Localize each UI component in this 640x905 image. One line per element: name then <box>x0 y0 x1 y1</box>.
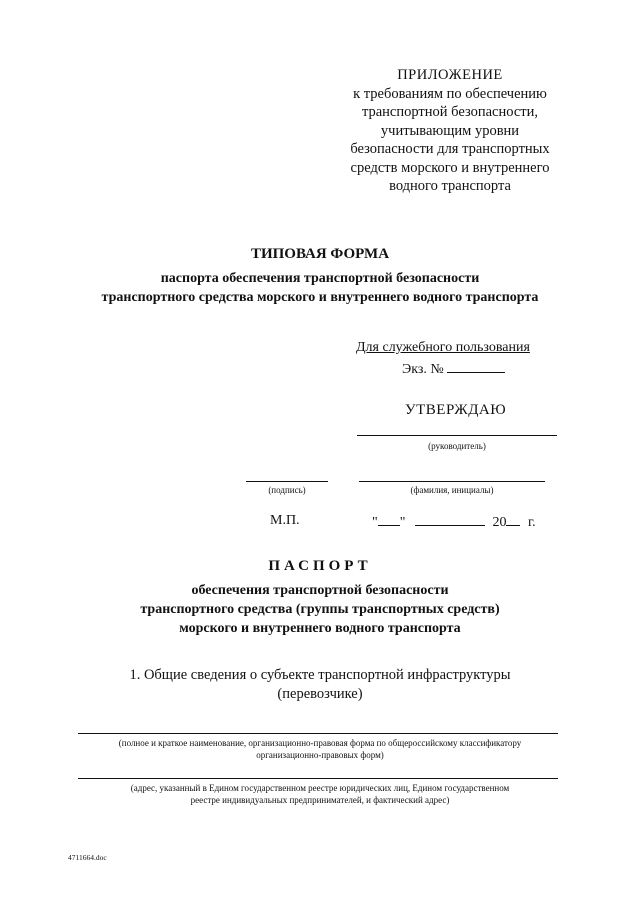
appendix-line: учитывающим уровни <box>380 122 520 139</box>
date-suffix: г. <box>527 515 536 530</box>
date-open-quote: " <box>372 515 378 530</box>
form-subtitle <box>60 269 580 307</box>
address-note <box>60 782 580 806</box>
note-line: (полное и краткое наименование, организационно-правовая форма по общероссийскому классификатору <box>118 738 522 748</box>
name-line[interactable] <box>359 481 545 482</box>
date-year-prefix: 20 <box>492 515 507 530</box>
appendix-title: ПРИЛОЖЕНИЕ <box>397 67 503 83</box>
approval-date <box>372 513 536 531</box>
organization-name-line[interactable] <box>78 733 558 734</box>
appendix-line: водного транспорта <box>389 178 511 194</box>
appendix-line: транспортной безопасности, <box>361 104 539 120</box>
form-subtitle-line: транспортного средства морского и внутреннего водного транспорта <box>101 290 539 305</box>
date-year-field[interactable] <box>506 513 520 526</box>
section-1-heading-line: 1. Общие сведения о субъекте транспортной инфраструктуры <box>129 667 511 683</box>
date-day-field[interactable] <box>378 513 400 526</box>
date-close-quote: " <box>399 515 406 530</box>
note-line: реестре индивидуальных предпринимателей, и фактический адрес) <box>190 795 450 805</box>
signature-caption: (подпись) <box>268 485 306 495</box>
address-line[interactable] <box>78 778 558 779</box>
name-caption: (фамилия, инициалы) <box>410 485 494 495</box>
section-1-heading <box>100 666 540 703</box>
passport-subtitle-line: транспортного средства (группы транспортных средств) <box>140 602 500 617</box>
appendix-line: к требованиям по обеспечению <box>353 85 547 102</box>
passport-title: ПАСПОРТ <box>268 558 372 574</box>
copy-number-label: Экз. № <box>402 362 444 377</box>
appendix-block <box>330 66 570 196</box>
section-1-heading-line: (перевозчике) <box>277 685 363 702</box>
document-filename: 4711664.doc <box>68 853 107 862</box>
head-signature-line[interactable] <box>357 435 557 436</box>
organization-name-note <box>60 737 580 761</box>
note-line: (адрес, указанный в Едином государственном реестре юридических лиц, Едином государственном <box>130 783 510 793</box>
approval-heading: УТВЕРЖДАЮ <box>405 402 507 418</box>
signature-line[interactable] <box>246 481 328 482</box>
passport-subtitle-line: обеспечения транспортной безопасности <box>191 583 449 598</box>
appendix-line: безопасности для транспортных <box>350 141 550 157</box>
form-title: ТИПОВАЯ ФОРМА <box>250 246 390 262</box>
copy-number-field[interactable] <box>447 359 505 373</box>
appendix-line: средств морского и внутреннего <box>350 159 550 176</box>
head-caption: (руководитель) <box>428 441 486 451</box>
restricted-label: Для служебного пользования <box>356 340 530 355</box>
form-subtitle-line: паспорта обеспечения транспортной безопасности <box>160 271 480 286</box>
seal-label: М.П. <box>270 513 300 528</box>
copy-number <box>402 359 505 378</box>
passport-subtitle <box>80 581 560 638</box>
passport-subtitle-line: морского и внутреннего водного транспорта <box>179 621 461 636</box>
date-month-field[interactable] <box>415 513 485 526</box>
note-line: организационно-правовых форм) <box>256 750 384 760</box>
